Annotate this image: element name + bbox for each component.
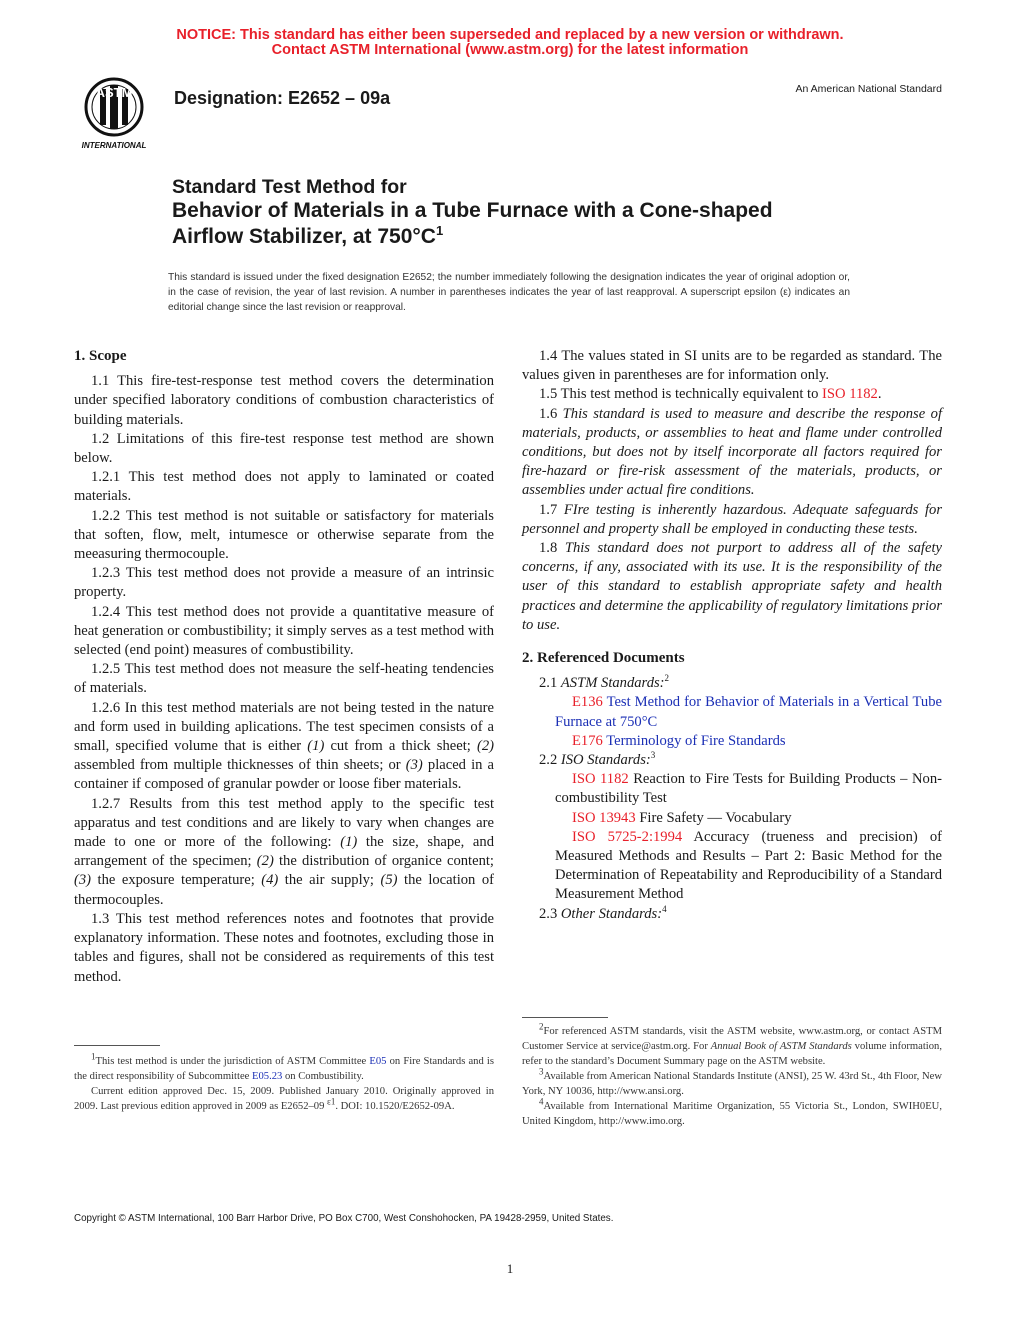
reference-iso-1182: ISO 1182 Reaction to Fire Tests for Building Products – Non-combustibility Test — [555, 771, 942, 807]
reference-e176-title[interactable]: Terminology of Fire Standards — [606, 732, 786, 749]
reference-iso-13943: ISO 13943 Fire Safety — Vocabulary — [572, 809, 792, 826]
section-heading-referenced-documents: 2. Referenced Documents — [522, 650, 685, 667]
logo-subtext: INTERNATIONAL — [81, 141, 147, 150]
page-number: 1 — [506, 1261, 514, 1276]
reference-e176 — [522, 732, 942, 751]
paragraph-1-2-3: 1.2.3 This test method does not provide a measure of an intrinsic property. — [74, 565, 494, 601]
title-line-3: Airflow Stabilizer, at $750^\circ C^1$ — [172, 223, 444, 248]
issue-note: This standard is issued under the fixed designation E2652; the number immediately following the designation indicates the year of original adoption or, in the case of revision, the year of last revision. A number in parentheses indicates the year of last reapproval. A superscript epsilon (ε) indicates an editorial change since the last revision or reapproval. — [168, 272, 850, 313]
title-line-1: Standard Test Method for — [172, 176, 407, 198]
astm-logo — [70, 75, 162, 153]
reference-iso-13943-code[interactable]: ISO 13943 — [572, 809, 636, 826]
subsection-2-1: 2.1 ASTM Standards:$^2$ — [539, 673, 670, 692]
reference-e136-code[interactable]: E136 — [572, 694, 603, 711]
paragraph-1-2-4: 1.2.4 This test method does not provide a quantitative measure of heat generation or combustibility; it simply serves as a test method with selected (end point) measures of combustibility. — [74, 603, 494, 659]
title-footnote-marker: 1 — [435, 223, 444, 238]
notice-line-2: Contact ASTM International (www.astm.org) for the latest information — [271, 42, 749, 58]
paragraph-1-5: 1.5 This test method is technically equivalent to ISO 1182. — [539, 386, 882, 403]
title-line-2: Behavior of Materials in a Tube Furnace with a Cone-shaped — [172, 199, 773, 222]
paragraph-1-1: 1.1 This fire-test-response test method covers the determination under specified laboratory conditions of combustion characteristics of building materials. — [74, 373, 494, 428]
paragraph-1-6: 1.6 This standard is used to measure and describe the response of materials, products, or assemblies to heat and flame under controlled conditions, but does not by itself incorporate all factors required for fire-hazard or fire-risk assessment of the materials, products, or assemblies under actual fire conditions. — [522, 405, 942, 499]
paragraph-1-2-7: 1.2.7 Results from this test method apply to the specific test apparatus and test conditions and are likely to vary when changes are made to one or more of the following: (1) the size, shape, and arrangement of the specimen; (2) the distribution of organice content; (3) the exposure temperature; (4) the air supply; (5) the location of thermocouples. — [74, 795, 494, 908]
reference-iso-5725-code[interactable]: ISO 5725-2:1994 — [572, 828, 683, 845]
paragraph-1-2-2: 1.2.2 This test method is not suitable or satisfactory for materials that soften, flow, melt, intumesce or otherwise separate from the meeasuring thermocouple. — [74, 507, 494, 563]
subsection-2-3: 2.3 Other Standards:$^4$ — [539, 903, 667, 922]
committee-e05-link[interactable]: E05 — [369, 1056, 387, 1067]
footnote-1-edition: Current edition approved Dec. 15, 2009. Published January 2010. Originally approved in 2009. Last previous edition approved in 2009 as E2652–09 $^{\varepsilon 1}$. DOI: 10.1520/E2652-09A. — [74, 1086, 494, 1112]
section-heading-scope: 1. Scope — [74, 348, 127, 364]
reference-e176-code[interactable]: E176 — [572, 732, 603, 749]
footnote-rule-left — [74, 1045, 160, 1046]
notice-line-1: NOTICE: This standard has either been superseded and replaced by a new version or withdrawn. — [176, 27, 844, 43]
logo-text: ASTM — [95, 85, 133, 100]
subcommittee-e05-23-link[interactable]: E05.23 — [252, 1071, 283, 1082]
paragraph-1-8: 1.8 This standard does not purport to address all of the safety concerns, if any, associated with its use. It is the responsibility of the user of this standard to establish appropriate safety and health practices and determine the applicability of regulatory limitations prior to use. — [522, 540, 942, 633]
paragraph-1-2-5: 1.2.5 This test method does not measure the self-heating tendencies of materials. — [74, 661, 494, 697]
reference-iso-5725: ISO 5725-2:1994 Accuracy (trueness and precision) of Measured Methods and Results – Part 2: Basic Method for the Determination of Repeatability and Reproducibility of a Standard Measurement Method — [555, 828, 942, 903]
designation: Designation: E2652 – 09a — [174, 88, 391, 108]
footnotes-right — [522, 1021, 942, 1129]
paragraph-1-2-1: 1.2.1 This test method does not apply to laminated or coated materials. — [74, 469, 494, 505]
footnote-2: $^2$For referenced ASTM standards, visit the ASTM website, www.astm.org, or contact ASTM Customer Service at service@astm.org. For Annual Book of ASTM Standards volume information, refer to the standard’s Document Summary page on the ASTM website. — [522, 1021, 942, 1067]
left-column — [74, 347, 494, 987]
footnote-4: $^4$Available from International Maritime Organization, 55 Victoria St., London, SWIH0EU, United Kingdom, http://www.imo.org. — [522, 1096, 942, 1127]
paragraph-1-4: 1.4 The values stated in SI units are to be regarded as standard. The values given in parentheses are for information only. — [522, 348, 942, 384]
footnote-1: $^1$This test method is under the jurisdiction of ASTM Committee E05 on Fire Standards and is the direct responsibility of Subcommittee E05.23 on Combustibility. — [74, 1051, 494, 1082]
paragraph-1-3: 1.3 This test method references notes and footnotes that provide explanatory information. These notes and footnotes, excluding those in tables and figures, shall not be considered as requirements of this test method. — [74, 910, 494, 985]
reference-e136-title[interactable]: Test Method for Behavior of Materials in a Vertical Tube Furnace at 750°C — [555, 694, 942, 730]
reference-e136 — [522, 693, 942, 731]
subsection-2-2: 2.2 ISO Standards:$^3$ — [539, 750, 656, 769]
paragraph-1-2: 1.2 Limitations of this fire-test response test method are shown below. — [74, 430, 494, 467]
paragraph-1-2-6: 1.2.6 In this test method materials are not being tested in the nature and form used in building aplications. The test specimen consists of a small, specified volume that is either (1) cut from a thick sheet; (2) assembled from multiple thicknesses of thin sheets; or (3) placed in a container if composed of granular powder or loose fiber materials. — [74, 699, 494, 793]
copyright-notice: Copyright © ASTM International, 100 Barr Harbor Drive, PO Box C700, West Conshohocken, PA 19428-2959, United States. — [74, 1213, 614, 1224]
iso-1182-link[interactable]: ISO 1182 — [822, 386, 878, 403]
paragraph-1-7: 1.7 FIre testing is inherently hazardous. Adequate safeguards for personnel and property shall be employed in conducting these tests. — [522, 501, 942, 537]
national-standard-label: An American National Standard — [795, 83, 942, 95]
reference-iso-1182-code[interactable]: ISO 1182 — [572, 771, 629, 788]
footnote-3: $^3$Available from American National Standards Institute (ANSI), 25 W. 43rd St., 4th Floor, New York, NY 10036, http://www.ansi.org. — [522, 1066, 942, 1097]
right-column — [522, 347, 942, 924]
footnote-rule-right — [522, 1017, 608, 1018]
footnotes-left — [74, 1051, 494, 1114]
